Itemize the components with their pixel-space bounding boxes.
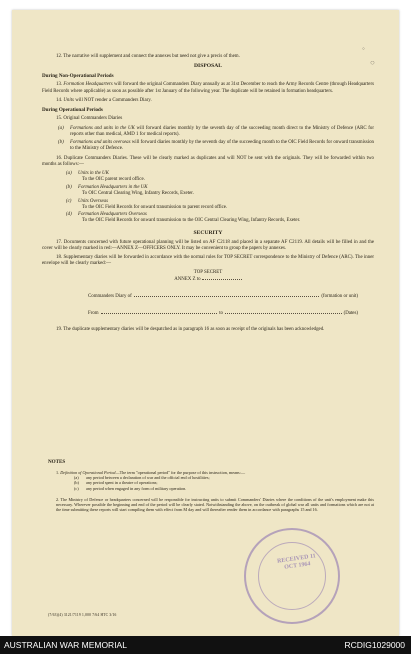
from-label: From bbox=[88, 310, 99, 316]
list-item-letter: (a) bbox=[66, 171, 72, 177]
note-1-text: —The term "operational period" for the purpose of this instruction, means:— bbox=[115, 470, 246, 475]
document-page bbox=[12, 10, 399, 636]
paragraph-16d bbox=[42, 212, 374, 224]
list-item-title: Units Overseas bbox=[78, 198, 109, 204]
paragraph-14-text: will NOT render a Commanders Diary. bbox=[75, 97, 152, 103]
archive-caption-bar bbox=[0, 636, 411, 654]
paragraph-15a bbox=[42, 126, 374, 138]
list-item-title: Formation Headquarters in the UK bbox=[78, 184, 148, 190]
paragraph-15b-text: will forward diaries monthly by the seventh day of the succeeding month to the OIC Field Records for onward transmission to the Ministry of Defence. bbox=[70, 139, 374, 151]
paragraph-16b bbox=[42, 185, 374, 197]
paragraph-14 bbox=[42, 98, 374, 104]
paragraph-15a-letter: (a) bbox=[58, 125, 64, 131]
date-range-row bbox=[88, 309, 358, 317]
paragraph-12: 12. The narrative will supplement and connect the annexes but need not give a precis of them. bbox=[56, 54, 240, 59]
paragraph-15b bbox=[42, 140, 374, 152]
top-secret-label: TOP SECRET bbox=[193, 270, 223, 276]
list-item-destination: To OIC Central Clearing Wing, Infantry Records, Exeter. bbox=[82, 191, 194, 197]
notes-title: NOTES bbox=[48, 459, 66, 465]
note-1-number: 1. bbox=[56, 470, 60, 475]
paragraph-15a-text: will forward diaries monthly by the seventh day of the succeeding month direct to the Ministry of Defence (ARC for reports other than medical, AMD 1 for medical reports). bbox=[70, 125, 374, 137]
paragraph-17: 17. Documents concerned with future operational planning will be listed on AF C2118 and placed in a separate AF C2119. All details will be filled in and the cover will be clearly marked in red:—ANNEX Z—OFFICERS ONLY. It may be convenient to group the papers by annexes. bbox=[42, 239, 374, 251]
operational-heading: During Operational Periods bbox=[42, 107, 103, 114]
paragraph-15: 15. Original Commanders Diaries bbox=[56, 116, 123, 122]
institution-name: AUSTRALIAN WAR MEMORIAL bbox=[4, 640, 127, 650]
received-stamp bbox=[244, 528, 340, 624]
corner-mark: ◦ bbox=[362, 44, 365, 53]
annex-z-label bbox=[42, 277, 374, 283]
dates-label: (Dates) bbox=[343, 310, 359, 316]
commanders-diary-label: Commanders Diary of bbox=[88, 293, 132, 299]
paragraph-13-subject: Formation Headquarters bbox=[63, 82, 113, 88]
list-item-letter: (b) bbox=[66, 184, 72, 190]
list-item-destination: To the OIC Field Records for onward transmission to the OIC Central Clearing Wing, Infantry Records, Exeter. bbox=[82, 218, 301, 224]
to-label: to bbox=[219, 310, 224, 316]
non-operational-heading: During Non-Operational Periods bbox=[42, 73, 114, 80]
note-1c bbox=[56, 486, 374, 491]
record-id: RCDIG1029000 bbox=[344, 640, 405, 650]
paragraph-16c bbox=[42, 199, 374, 211]
paragraph-13-text: will forward the original Commanders Diary annually as at 31st December to reach the Army Records Centre (through Headquarters Field Records where applicable) as soon as possible after 1st January of the following year. The duplicate will be retained in formation headquarters. bbox=[42, 82, 374, 94]
list-item-letter: (a) bbox=[74, 475, 79, 481]
annex-z-blank bbox=[202, 279, 242, 280]
note-1 bbox=[56, 470, 374, 491]
annex-z-text: ANNEX Z to bbox=[174, 277, 201, 283]
list-item-title: Formation Headquarters Overseas bbox=[78, 212, 147, 218]
disposal-heading: DISPOSAL bbox=[194, 63, 222, 70]
paragraph-15a-subject: Formations and units in the UK bbox=[70, 125, 135, 131]
paragraph-15b-letter: (b) bbox=[58, 139, 64, 145]
formation-blank bbox=[134, 292, 320, 297]
list-item-letter: (b) bbox=[74, 480, 79, 486]
list-item-title: Units in the UK bbox=[78, 171, 109, 177]
list-item-text: any period between a declaration of war and the official end of hostilities; bbox=[86, 475, 210, 481]
list-item-letter: (d) bbox=[66, 212, 72, 218]
paragraph-14-subject: Units bbox=[63, 97, 74, 103]
to-date-blank bbox=[225, 309, 342, 314]
commanders-diary-row bbox=[88, 292, 358, 300]
print-code: (7/63)(4) 3121/7119 1,000 7/64 HTC 3/16 bbox=[48, 613, 117, 617]
paragraph-16-list bbox=[42, 171, 374, 224]
paragraph-16a bbox=[42, 171, 374, 183]
from-date-blank bbox=[101, 309, 218, 314]
list-item-letter: (c) bbox=[66, 198, 72, 204]
paragraph-19: 19. The duplicate supplementary diaries will be despatched as in paragraph 16 as soon as receipt of the originals has been acknowledged. bbox=[56, 326, 325, 332]
punch-hole-mark: ○ bbox=[370, 58, 375, 67]
paragraph-18: 18. Supplementary diaries will be forwarded in accordance with the normal rules for TOP SECRET correspondence to the Ministry of Defence (ARC). The inner envelope will be clearly marked:— bbox=[42, 254, 374, 267]
paragraph-16: 16. Duplicate Commanders Diaries. These will be clearly marked as duplicates and will NOT be sent with the originals. They will be forwarded within two months as follows:— bbox=[42, 155, 374, 167]
note-1-subject: Definition of Operational Period bbox=[60, 470, 116, 475]
formation-or-unit-label: (formation or unit) bbox=[321, 293, 358, 299]
list-item-text: any period spent in a theatre of operations; bbox=[86, 480, 158, 486]
notes-section bbox=[56, 470, 374, 515]
security-heading: SECURITY bbox=[193, 229, 223, 236]
paragraph-13 bbox=[42, 82, 374, 94]
paragraph-15b-subject: Formations and units overseas bbox=[70, 139, 131, 145]
paragraph-14-number: 14. bbox=[56, 97, 63, 103]
envelope-marking bbox=[42, 270, 374, 283]
paragraph-13-number: 13. bbox=[56, 82, 63, 88]
note-2: 2. The Ministry of Defence or headquarters concerned will be responsible for instructing units to submit Commanders' Diaries where the conditions of the unit's employment make this necessary. Wherever possible the beginning and end of the period will be clearly stated. Notwithstanding the above, on the outbreak of global war all units and formations which are not at the time submitting these reports will start compiling them with effect from M day and will thereafter render them in accordance with paragraphs 15 and 16. bbox=[56, 496, 374, 513]
stamp-text: RECEIVED 11 OCT 1964 bbox=[276, 553, 317, 571]
list-item-destination: To the OIC Field Records for onward transmission to parent record office. bbox=[82, 204, 228, 210]
list-item-letter: (c) bbox=[74, 485, 79, 491]
list-item-text: any period when engaged in any form of military operation. bbox=[86, 485, 187, 491]
document-body bbox=[42, 54, 374, 336]
list-item-destination: To the OIC parent record office. bbox=[82, 177, 145, 183]
